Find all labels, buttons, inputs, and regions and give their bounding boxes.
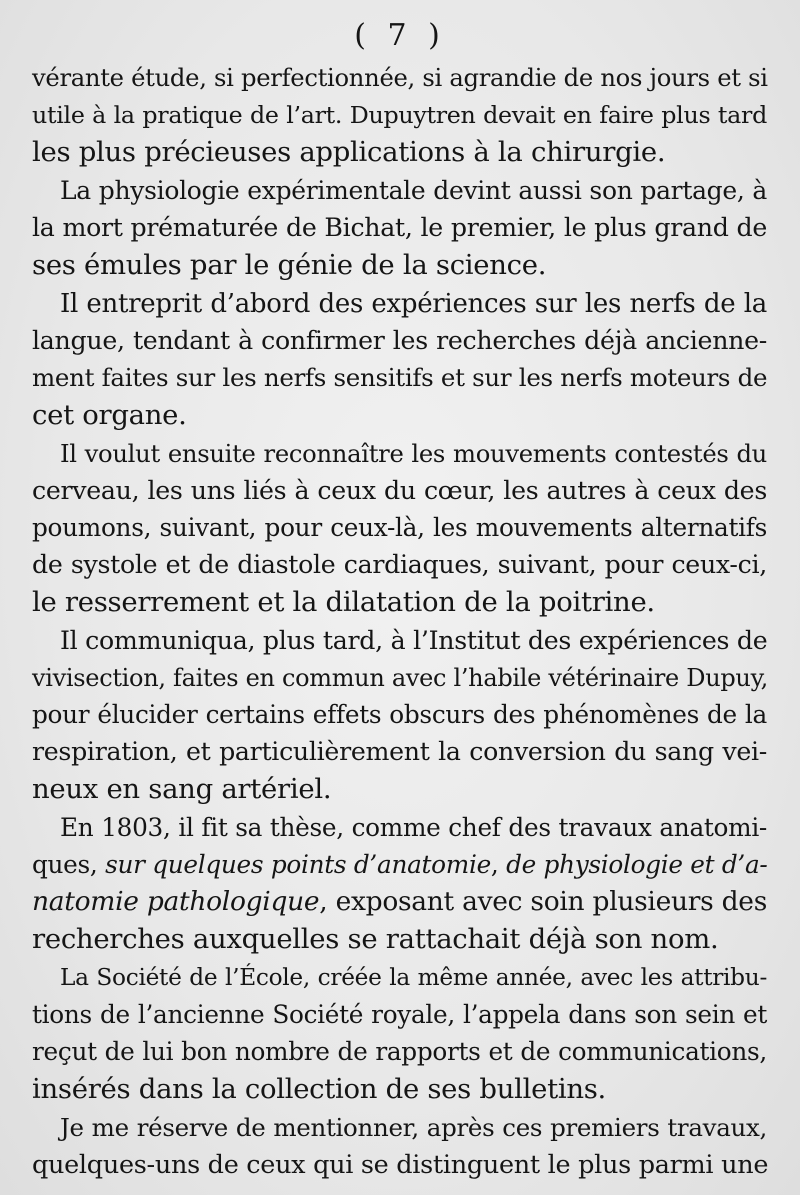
italic-title-run: natomie pathologique	[32, 886, 320, 917]
text-line: Je me réserve de mentionner, après ces premiers travaux,	[60, 1113, 767, 1142]
text-run: , exposant avec soin plusieurs des	[319, 886, 767, 917]
text-line: ment faites sur les nerfs sensitifs et sur les nerfs moteurs de	[32, 363, 768, 392]
text-line: respiration, et particulièrement la conversion du sang vei-	[32, 737, 767, 766]
text-line: cet organe.	[32, 399, 187, 431]
page-number: ( 7 )	[354, 18, 446, 53]
text-line: La physiologie expérimentale devint aussi son partage, à	[60, 176, 767, 205]
text-line: ses émules par le génie de la science.	[32, 249, 547, 281]
text-line: Il entreprit d’abord des expériences sur les nerfs de la	[60, 289, 767, 319]
text-line: Il communiqua, plus tard, à l’Institut des expériences de	[60, 626, 768, 655]
text-line: poumons, suivant, pour ceux-là, les mouvements alternatifs	[32, 513, 767, 542]
text-line: pour élucider certains effets obscurs des phénomènes de la	[32, 700, 767, 729]
text-line: le resserrement et la dilatation de la poitrine.	[32, 586, 655, 618]
text-run: ,	[490, 850, 499, 879]
italic-title-run: de physiologie et d’a-	[506, 850, 768, 879]
text-line: langue, tendant à confirmer les recherches déjà ancienne-	[32, 326, 767, 355]
text-line: quelques-uns de ceux qui se distinguent le plus parmi une	[32, 1150, 769, 1180]
italic-title-run: sur quelques points d’anatomie	[105, 850, 491, 879]
text-line	[32, 847, 767, 883]
text-line: recherches auxquelles se rattachait déjà son nom.	[32, 923, 719, 955]
text-line: vérante étude, si perfectionnée, si agrandie de nos jours et si	[32, 63, 768, 92]
text-line: de systole et de diastole cardiaques, suivant, pour ceux-ci,	[32, 550, 767, 579]
text-line: la mort prématurée de Bichat, le premier, le plus grand de	[32, 213, 767, 242]
text-line: tions de l’ancienne Société royale, l’appela dans son sein et	[32, 1000, 767, 1029]
text-line: En 1803, il fit sa thèse, comme chef des travaux anatomi-	[60, 813, 767, 842]
text-line: neux en sang artériel.	[32, 773, 332, 805]
text-line: insérés dans la collection de ses bulletins.	[32, 1073, 606, 1105]
text-line: La Société de l’École, créée la même année, avec les attribu-	[60, 964, 767, 991]
text-line: utile à la pratique de l’art. Dupuytren devait en faire plus tard	[32, 101, 767, 129]
text-run: ques,	[32, 850, 98, 879]
text-line: reçut de lui bon nombre de rapports et de communications,	[32, 1037, 767, 1066]
text-line: vivisection, faites en commun avec l’habile vétérinaire Dupuy,	[32, 664, 768, 692]
text-line: cerveau, les uns liés à ceux du cœur, les autres à ceux des	[32, 476, 767, 505]
text-line: Il voulut ensuite reconnaître les mouvements contestés du	[60, 439, 767, 468]
text-line	[32, 884, 767, 920]
text-line: les plus précieuses applications à la chirurgie.	[32, 136, 666, 168]
